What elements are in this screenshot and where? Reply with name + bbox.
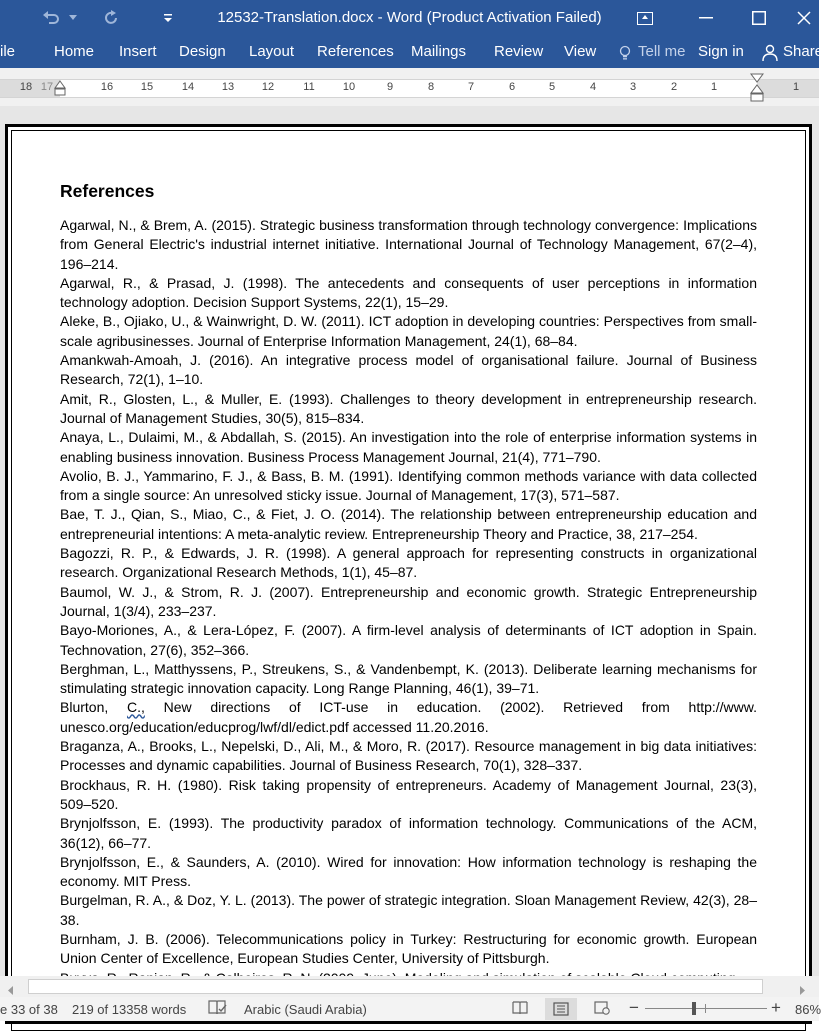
horizontal-scrollbar[interactable] — [0, 976, 819, 997]
tab-design[interactable]: Design — [179, 43, 226, 60]
ruler-number: 15 — [140, 81, 154, 93]
reference-entry: Agarwal, N., & Brem, A. (2015). Strategic business transformation through technology convergence: Implications from General Electric's industrial internet initiative. International Journal of Technology Management, 67(2–4), 196–214. — [60, 217, 757, 272]
zoom-slider-track[interactable] — [645, 1008, 767, 1009]
tab-review[interactable]: Review — [494, 43, 544, 60]
tab-home[interactable]: Home — [54, 43, 95, 60]
person-icon — [761, 44, 779, 66]
language-indicator[interactable]: Arabic (Saudi Arabia) — [244, 1002, 367, 1017]
word-count[interactable]: 219 of 13358 words — [72, 1002, 187, 1017]
ribbon-tab-bar — [0, 36, 823, 68]
close-icon[interactable] — [788, 0, 819, 36]
share-button[interactable]: Share — [783, 43, 823, 60]
ruler-number: 4 — [589, 81, 597, 93]
reference-entry-blurton — [60, 698, 757, 737]
left-indent-marker[interactable] — [54, 80, 66, 103]
proofing-icon[interactable] — [208, 1000, 227, 1019]
ruler-number: 13 — [221, 81, 235, 93]
maximize-icon[interactable] — [737, 0, 781, 36]
right-indent-marker[interactable] — [750, 73, 764, 108]
tab-mailings[interactable]: Mailings — [411, 43, 467, 60]
page-count[interactable]: e 33 of 38 — [0, 1002, 58, 1017]
reference-entry: Berghman, L., Matthyssens, P., Streukens, S., & Vandenbempt, K. (2013). Deliberate learning mechanisms for stimulating strategic innovation capacity. Long Range Planning, 46(1), 39–71. — [60, 660, 757, 697]
reference-entry: Baumol, W. J., & Strom, R. J. (2007). Entrepreneurship and economic growth. Strategic Entrepreneurship Journal, 1(3/4), 233–237. — [60, 583, 757, 619]
zoom-out-button[interactable]: − — [629, 998, 639, 1017]
ruler-number: 5 — [548, 81, 556, 93]
lightbulb-icon — [619, 45, 631, 65]
reference-entry: Anaya, L., Dulaimi, M., & Abdallah, S. (2015). An investigation into the role of enterprise information systems in enabling business innovation. Business Process Management Journal, 21(4), 771–790. — [60, 429, 757, 465]
reference-text: Blurton, — [60, 699, 127, 716]
window-title: 12532-Translation.docx - Word (Product Activation Failed) — [217, 9, 602, 26]
ruler-number: 17 — [40, 81, 54, 93]
document-workspace — [0, 106, 819, 976]
ruler-number: 1 — [710, 81, 718, 93]
ruler-number: 11 — [303, 81, 315, 93]
reference-entry: Bae, T. J., Qian, S., Miao, C., & Fiet, J. O. (2014). The relationship between entrepreneurship education and entrepreneurial intentions: A meta-analytic review. Entrepreneurship Theory and Practice, 38, 217–254. — [60, 506, 757, 542]
print-layout-icon — [553, 1002, 569, 1016]
zoom-slider-thumb[interactable] — [692, 1002, 696, 1015]
tab-view[interactable]: View — [564, 43, 597, 60]
ruler-number: 16 — [100, 81, 114, 93]
reference-entry: Brynjolfsson, E., & Saunders, A. (2010). Wired for innovation: How information technology is reshaping the economy. MIT Press. — [60, 853, 757, 890]
ruler-number: 6 — [508, 81, 516, 93]
reference-entry: Aleke, B., Ojiako, U., & Wainwright, D. W. (2011). ICT adoption in developing countries: Perspectives from small-scale agribusinesses. Journal of Enterprise Information Management, 24(1), 68–84. — [60, 313, 757, 349]
title-bar — [0, 0, 819, 36]
reference-entry: Burgelman, R. A., & Doz, Y. L. (2013). The power of strategic integration. Sloan Management Review, 42(3), 28–38. — [60, 892, 757, 928]
ruler-number: 8 — [427, 81, 435, 93]
sign-in-link[interactable]: Sign in — [698, 43, 744, 60]
read-mode-icon[interactable] — [512, 1001, 528, 1018]
reference-entry: Amit, R., Glosten, L., & Muller, E. (1993). Challenges to theory development in entrepreneurship research. Journal of Management Studies, 30(5), 815–834. — [60, 390, 757, 426]
tab-insert[interactable]: Insert — [119, 43, 157, 60]
references-heading: References — [60, 181, 155, 201]
reference-text: New directions of ICT-use in education. (2002). Retrieved from http://www. unesco.org/education/educprog/lwf/dl/edict.pdf accessed 11.20.2016. — [60, 699, 757, 735]
reference-entry: Amankwah-Amoah, J. (2016). An integrative process model of organisational failure. Journal of Business Research, 72(1), 1–10. — [60, 352, 757, 388]
reference-entry: Bayo-Moriones, A., & Lera-López, F. (2007). A firm-level analysis of determinants of ICT adoption in Spain. Technovation, 27(6), 352–366. — [60, 622, 757, 658]
ruler-bar — [0, 79, 819, 98]
web-layout-icon[interactable] — [594, 1001, 610, 1018]
print-layout-button[interactable] — [545, 998, 577, 1020]
reference-entry: Brynjolfsson, E. (1993). The productivity paradox of information technology. Communications of the ACM, 36(12), 66–77. — [60, 815, 757, 851]
spelling-flagged-text[interactable]: C., — [126, 699, 145, 716]
reference-entry: Agarwal, R., & Prasad, J. (1998). The antecedents and consequents of user perceptions in information technology adoption. Decision Support Systems, 22(1), 15–29. — [60, 274, 757, 311]
reference-entry: Braganza, A., Brooks, L., Nepelski, D., Ali, M., & Moro, R. (2017). Resource management in big data initiatives: Processes and dynamic capabilities. Journal of Business Research, 70(1), 328–337. — [60, 738, 757, 774]
reference-entry: Brockhaus, R. H. (1980). Risk taking propensity of entrepreneurs. Academy of Management Journal, 23(3), 509–520. — [60, 776, 757, 812]
tab-file[interactable]: ile — [0, 43, 16, 60]
ruler-number: 9 — [386, 81, 394, 93]
tab-references[interactable]: References — [317, 43, 394, 60]
tell-me-input[interactable]: Tell me — [638, 43, 686, 60]
ruler-number: 12 — [261, 81, 275, 93]
reference-entry: Avolio, B. J., Yammarino, F. J., & Bass, B. M. (1991). Identifying common methods variance with data collected from a single source: An unresolved sticky issue. Journal of Management, 17(3), 571–587. — [60, 467, 757, 504]
ruler-number: 7 — [467, 81, 475, 93]
reference-entry: Bagozzi, R. P., & Edwards, J. R. (1998). A general approach for representing constructs in organizational research. Organizational Research Methods, 1(1), 45–87. — [60, 545, 757, 581]
zoom-slider-center-mark — [705, 1004, 706, 1013]
ribbon-display-options-icon[interactable] — [623, 0, 667, 36]
ruler-number: 1 — [792, 81, 800, 93]
reference-entry: Burnham, J. B. (2006). Telecommunications policy in Turkey: Restructuring for economic growth. European Union Center of Excellence, European Studies Center, University of Pittsburgh. — [60, 930, 757, 967]
references-list — [60, 216, 757, 988]
ruler-number: 14 — [181, 81, 195, 93]
ruler-right-margin — [757, 80, 819, 97]
scrollbar-thumb[interactable] — [28, 979, 763, 994]
horizontal-ruler[interactable] — [0, 68, 819, 106]
ruler-number: 18 — [19, 81, 33, 93]
ruler-number: 2 — [670, 81, 678, 93]
minimize-icon[interactable] — [684, 0, 728, 36]
tab-layout[interactable]: Layout — [249, 43, 295, 60]
zoom-in-button[interactable]: + — [771, 998, 781, 1017]
zoom-level[interactable]: 86% — [795, 1002, 822, 1017]
ruler-number: 3 — [629, 81, 637, 93]
status-bar — [0, 997, 822, 1021]
ruler-number: 10 — [342, 81, 356, 93]
